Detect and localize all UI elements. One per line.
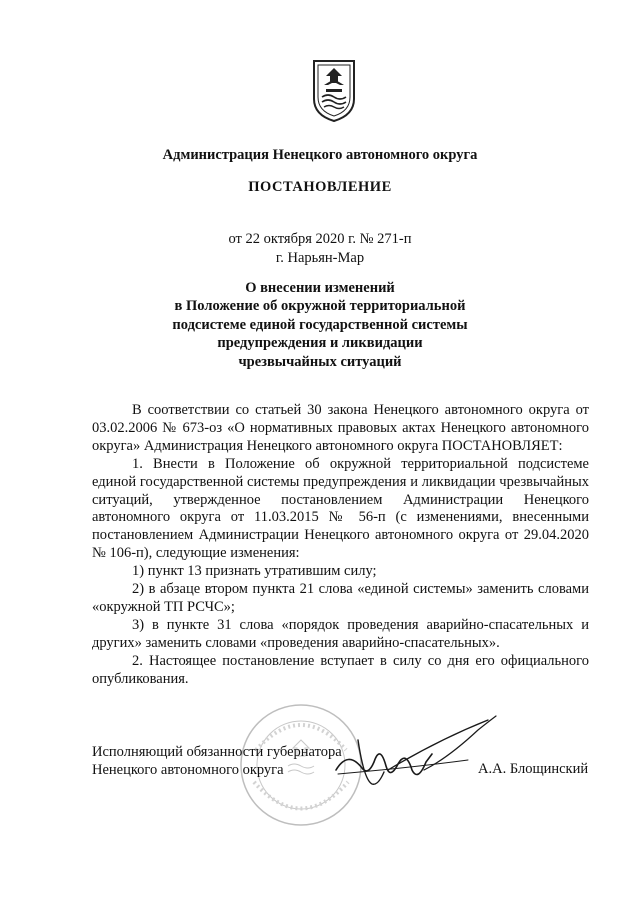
subject-line: О внесении изменений xyxy=(245,280,395,296)
body-paragraph: 1. Внести в Положение об окружной территориальной подсистеме единой государственной системы предупреждения и ликвидации чрезвычайных ситуаций, утвержденное постановлением Администрации Ненецкого автономного округа от 11.03.2015 № 56-п (с изменениями, внесенными постановлением Администрации Ненецкого автономного округа от 29.04.2020 № 106-п), следующие изменения: xyxy=(92,455,589,562)
coat-of-arms-icon xyxy=(310,59,358,123)
body-paragraph: 1) пункт 13 признать утратившим силу; xyxy=(132,563,377,580)
body-paragraph: 2) в абзаце втором пункта 21 слова «единой системы» заменить словами «окружной ТП РСЧС»; xyxy=(92,581,589,615)
signatory-position xyxy=(92,743,342,779)
document-subject xyxy=(0,279,640,371)
subject-line: подсистеме единой государственной системы xyxy=(172,316,468,333)
signatory-name: А.А. Блощинский xyxy=(478,761,589,777)
signatory-position-line: Исполняющий обязанности губернатора xyxy=(92,744,342,760)
subject-line: в Положение об окружной территориальной xyxy=(174,298,466,315)
body-paragraph: 3) в пункте 31 слова «порядок проведения аварийно-спасательных и других» заменить словами «проведения аварийно-спасательных». xyxy=(92,616,589,651)
document-date-number: от 22 октября 2020 г. № 271-п xyxy=(228,231,412,247)
document-body xyxy=(92,402,589,689)
subject-line: предупреждения и ликвидации xyxy=(217,335,423,352)
organization-title: Администрация Ненецкого автономного округа xyxy=(162,147,478,163)
handwritten-signature-icon xyxy=(328,710,508,800)
signatory-position-line: Ненецкого автономного округа xyxy=(92,762,284,778)
body-paragraph: В соответствии со статьей 30 закона Ненецкого автономного округа от 03.02.2006 № 673-оз «О нормативных правовых актах Ненецкого автономного округа» Администрация Ненецкого автономного округа ПОСТАНОВЛЯЕТ: xyxy=(92,402,589,454)
body-paragraph: 2. Настоящее постановление вступает в силу со дня его официального опубликования. xyxy=(92,652,589,687)
subject-line: чрезвычайных ситуаций xyxy=(238,353,402,370)
document-type: ПОСТАНОВЛЕНИЕ xyxy=(248,179,392,195)
document-city: г. Нарьян-Мар xyxy=(275,250,365,266)
